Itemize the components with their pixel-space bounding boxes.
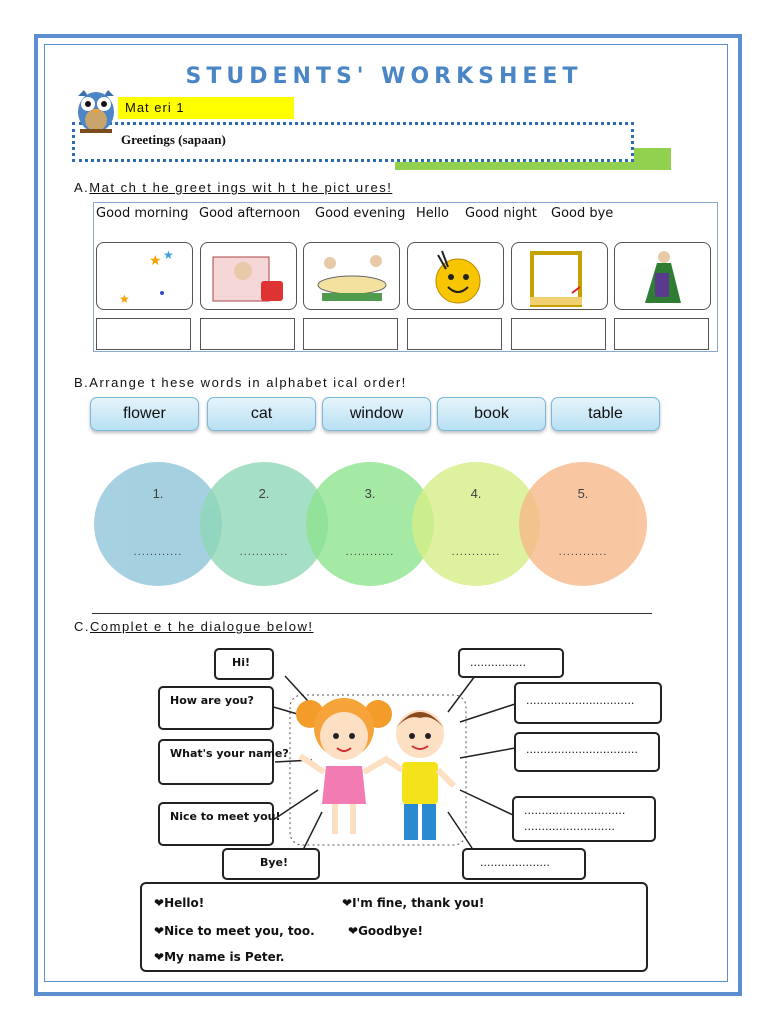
order-blank-3: ............	[345, 546, 395, 558]
greeting-word-6: Good bye	[551, 206, 614, 221]
order-blank-4: ............	[451, 546, 501, 558]
greeting-word-4: Hello	[416, 206, 449, 221]
boy-bubble-2[interactable]	[514, 682, 662, 724]
girl-bubble-4	[158, 802, 281, 846]
children-illustration	[292, 676, 468, 852]
order-number-4: 4.	[470, 486, 482, 501]
boy-blank-4: .............................	[524, 804, 626, 817]
boy-bubble-4[interactable]	[512, 796, 656, 842]
girl-bubble-3	[158, 739, 289, 785]
girl-line-1: Hi!	[232, 656, 250, 669]
girl-bubble-5	[222, 848, 320, 880]
order-number-3: 3.	[364, 486, 376, 501]
girl-line-3: What's your name?	[170, 747, 289, 760]
boy-bubble-1[interactable]	[458, 648, 564, 678]
section-b-letter: B.	[74, 375, 90, 390]
girl-bubble-1	[214, 648, 274, 680]
svg-text:★: ★	[163, 248, 174, 262]
materi-label: Mat eri 1	[125, 100, 185, 115]
word-card-1: flower	[90, 397, 199, 431]
greeting-word-1: Good morning	[96, 206, 189, 221]
section-b-instruction: Arrange t hese words in alphabet ical order!	[89, 375, 407, 390]
word-card-5: table	[551, 397, 660, 431]
boy-blank-5: ..........................	[524, 820, 615, 833]
order-blank-2: ............	[239, 546, 289, 558]
greeting-word-5: Good night	[465, 206, 537, 221]
boy-blank-6: ....................	[480, 856, 550, 869]
section-a-letter: A.	[74, 180, 90, 195]
boy-blank-2: ...............................	[526, 694, 635, 707]
greeting-word-2: Good afternoon	[199, 206, 301, 221]
boy-blank-1: ................	[470, 656, 526, 669]
word-bank-item-5: ❤My name is Peter.	[154, 950, 285, 964]
girl-line-5: Bye!	[260, 856, 289, 869]
word-card-3: window	[322, 397, 431, 431]
order-number-2: 2.	[258, 486, 270, 501]
word-bank-item-4: ❤Goodbye!	[348, 924, 424, 938]
word-bank-item-1: ❤Hello!	[154, 896, 205, 910]
word-bank-box	[140, 882, 648, 972]
order-number-5: 5.	[577, 486, 589, 501]
svg-text:★: ★	[149, 252, 162, 268]
order-blank-5: ............	[558, 546, 608, 558]
girl-bubble-2	[158, 686, 274, 730]
boy-blank-3: ................................	[526, 743, 638, 756]
worksheet-title: STUDENTS' WORKSHEET	[185, 64, 583, 89]
girl-line-2: How are you?	[170, 694, 254, 707]
word-bank-item-2: ❤I'm fine, thank you!	[342, 896, 485, 910]
section-c-letter: C.	[74, 619, 90, 634]
order-number-1: 1.	[152, 486, 164, 501]
topic-label: Greetings (sapaan)	[121, 132, 226, 147]
girl-line-4: Nice to meet you!	[170, 810, 281, 823]
word-card-4: book	[437, 397, 546, 431]
svg-text:★: ★	[119, 292, 130, 306]
section-c-instruction: Complet e t he dialogue below!	[90, 619, 314, 634]
order-blank-1: ............	[133, 546, 183, 558]
word-card-2: cat	[207, 397, 316, 431]
boy-bubble-5[interactable]	[462, 848, 586, 880]
word-bank-item-3: ❤Nice to meet you, too.	[154, 924, 315, 938]
boy-bubble-3[interactable]	[514, 732, 660, 772]
greeting-word-3: Good evening	[315, 206, 406, 221]
section-a-instruction: Mat ch t he greet ings wit h t he pict ures!	[89, 180, 393, 195]
